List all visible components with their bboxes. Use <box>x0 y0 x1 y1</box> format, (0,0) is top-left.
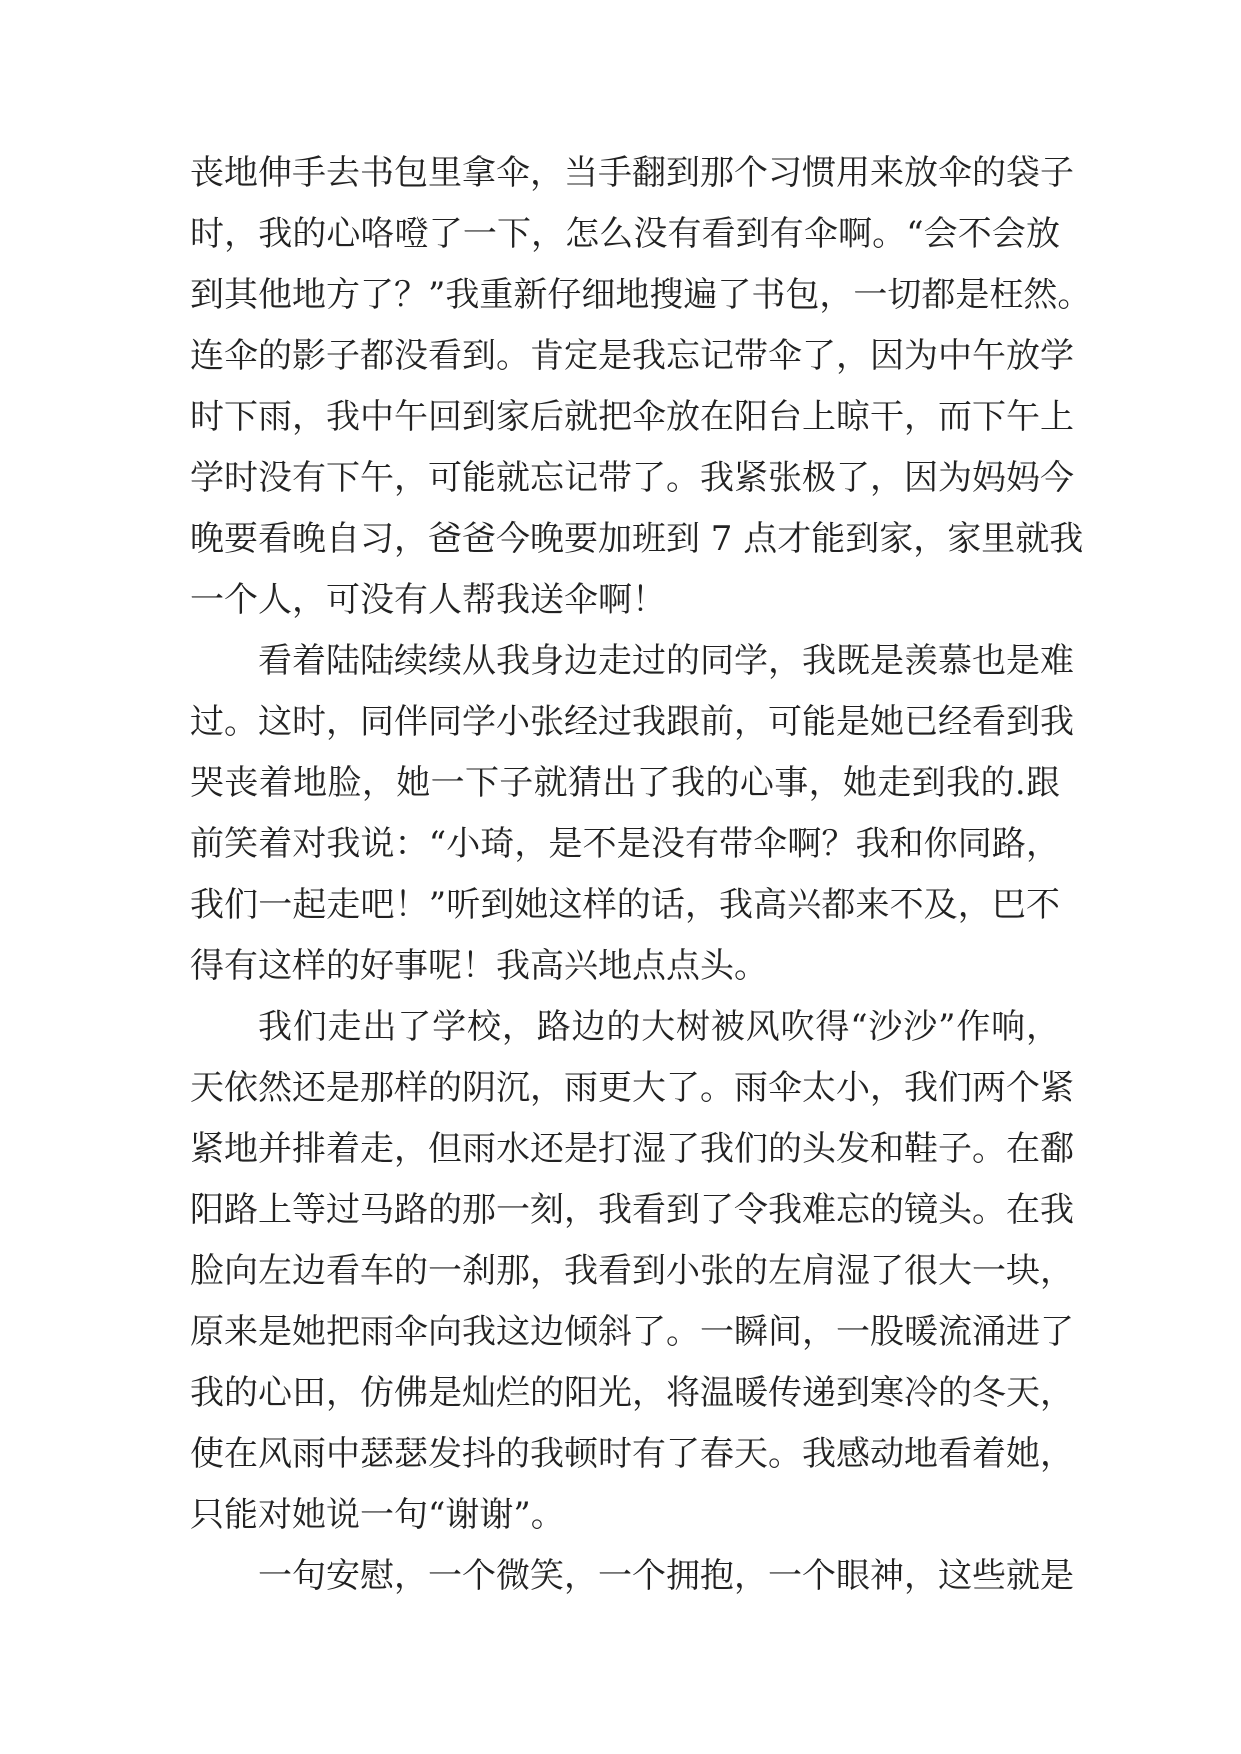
text-line: 前笑着对我说：“小琦，是不是没有带伞啊？我和你同路， <box>190 824 1060 864</box>
text-line: 我们走出了学校，路边的大树被风吹得“沙沙”作响， <box>258 1007 1060 1047</box>
text-line: 我的心田，仿佛是灿烂的阳光，将温暖传递到寒冷的冬天， <box>190 1373 1074 1413</box>
text-line: 过。这时，同伴同学小张经过我跟前，可能是她已经看到我 <box>190 702 1074 742</box>
text-line: 到其他地方了？”我重新仔细地搜遍了书包，一切都是枉然。 <box>190 275 1092 315</box>
text-line: 看着陆陆续续从我身边走过的同学，我既是羡慕也是难 <box>258 641 1074 681</box>
text-line: 时，我的心咯噔了一下，怎么没有看到有伞啊。“会不会放 <box>190 214 1060 254</box>
text-line: 连伞的影子都没看到。肯定是我忘记带伞了，因为中午放学 <box>190 336 1074 376</box>
text-line: 紧地并排着走，但雨水还是打湿了我们的头发和鞋子。在鄱 <box>190 1129 1074 1169</box>
paragraph-1 <box>190 143 1092 631</box>
document-page <box>190 143 1092 1607</box>
paragraph-3 <box>190 997 1074 1546</box>
text-line: 时下雨，我中午回到家后就把伞放在阳台上晾干，而下午上 <box>190 397 1074 437</box>
text-line: 阳路上等过马路的那一刻，我看到了令我难忘的镜头。在我 <box>190 1190 1074 1230</box>
text-line: 一个人，可没有人帮我送伞啊！ <box>190 580 666 620</box>
paragraph-2 <box>190 631 1074 997</box>
text-line: 一句安慰，一个微笑，一个拥抱，一个眼神，这些就是 <box>258 1556 1074 1596</box>
text-line: 只能对她说一句“谢谢”。 <box>190 1495 565 1535</box>
text-line: 得有这样的好事呢！我高兴地点点头。 <box>190 946 768 986</box>
text-line: 使在风雨中瑟瑟发抖的我顿时有了春天。我感动地看着她， <box>190 1434 1074 1474</box>
text-line: 天依然还是那样的阴沉，雨更大了。雨伞太小，我们两个紧 <box>190 1068 1074 1108</box>
text-line: 学时没有下午，可能就忘记带了。我紧张极了，因为妈妈今 <box>190 458 1074 498</box>
text-line: 原来是她把雨伞向我这边倾斜了。一瞬间，一股暖流涌进了 <box>190 1312 1074 1352</box>
text-line: 哭丧着地脸，她一下子就猜出了我的心事，她走到我的.跟 <box>190 763 1060 803</box>
text-line: 脸向左边看车的一刹那，我看到小张的左肩湿了很大一块， <box>190 1251 1074 1291</box>
text-line: 丧地伸手去书包里拿伞，当手翻到那个习惯用来放伞的袋子 <box>190 153 1074 193</box>
text-line: 晚要看晚自习，爸爸今晚要加班到 7 点才能到家，家里就我 <box>190 519 1084 559</box>
text-line: 我们一起走吧！”听到她这样的话，我高兴都来不及，巴不 <box>190 885 1060 925</box>
paragraph-4 <box>190 1546 1074 1607</box>
